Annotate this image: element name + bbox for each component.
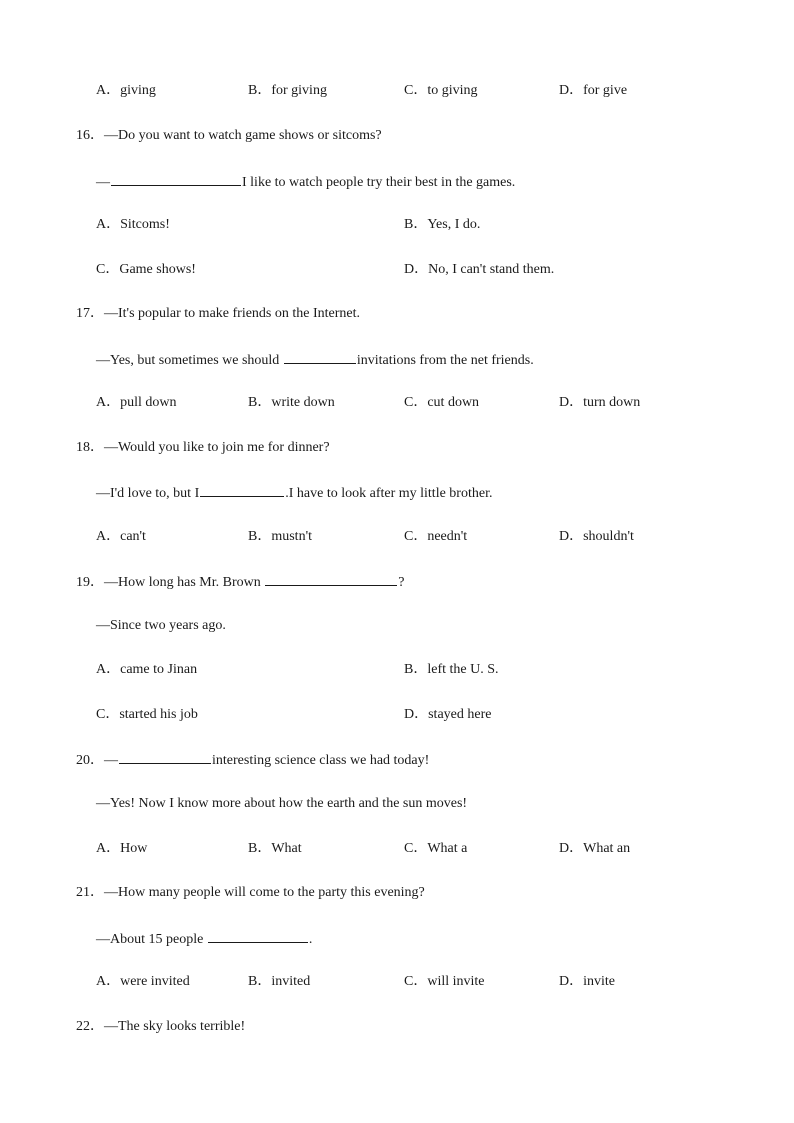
q16-option-a[interactable]: A．Sitcoms! (96, 217, 170, 232)
q22-stem: 22．—The sky looks terrible! (76, 1019, 246, 1034)
q17-option-b[interactable]: B．write down (248, 395, 335, 410)
q21-stem: 21．—How many people will come to the party this evening? (76, 885, 425, 900)
q18-reply-post: .I have to look after my little brother. (285, 486, 493, 501)
q19-answer-blank[interactable] (265, 571, 397, 586)
q17-option-d[interactable]: D．turn down (559, 395, 641, 410)
q19-option-d[interactable]: D．stayed here (404, 707, 492, 722)
q16-option-d[interactable]: D．No, I can't stand them. (404, 262, 555, 277)
q20-option-a[interactable]: A．How (96, 841, 148, 856)
q17-reply-pre: —Yes, but sometimes we should (96, 353, 283, 368)
q16-option-c[interactable]: C．Game shows! (96, 262, 196, 277)
q16-reply-post: I like to watch people try their best in the games. (242, 175, 516, 190)
q15-option-d[interactable]: D．for give (559, 83, 628, 98)
q19-option-c[interactable]: C．started his job (96, 707, 198, 722)
q20-option-d[interactable]: D．What an (559, 841, 631, 856)
q19-reply: —Since two years ago. (96, 618, 226, 633)
q19-stem-pre: 19．—How long has Mr. Brown (76, 575, 265, 590)
q17-reply (96, 349, 534, 371)
q18-option-b[interactable]: B．mustn't (248, 529, 312, 544)
q21-reply (96, 928, 312, 950)
q21-option-d[interactable]: D．invite (559, 974, 615, 989)
q15-option-a[interactable]: A．giving (96, 83, 156, 98)
q19-stem (76, 571, 404, 593)
q17-answer-blank[interactable] (284, 349, 356, 364)
q21-answer-blank[interactable] (208, 928, 308, 943)
q20-stem (76, 749, 429, 771)
q16-answer-blank[interactable] (111, 171, 241, 186)
q16-reply-pre: — (96, 175, 110, 190)
q17-stem: 17．—It's popular to make friends on the Internet. (76, 306, 361, 321)
q17-reply-post: invitations from the net friends. (356, 353, 534, 368)
q19-option-a[interactable]: A．came to Jinan (96, 662, 198, 677)
q18-reply-pre: —I'd love to, but I (96, 486, 200, 501)
q18-stem: 18．—Would you like to join me for dinner? (76, 440, 330, 455)
q21-option-c[interactable]: C．will invite (404, 974, 485, 989)
q20-option-c[interactable]: C．What a (404, 841, 468, 856)
q21-reply-post: . (308, 932, 313, 947)
q16-stem: 16．—Do you want to watch game shows or sitcoms? (76, 128, 382, 143)
q17-option-a[interactable]: A．pull down (96, 395, 177, 410)
q19-stem-post: ? (398, 575, 405, 590)
q20-reply: —Yes! Now I know more about how the earth and the sun moves! (96, 796, 468, 811)
q16-reply (96, 171, 515, 193)
q18-reply (96, 482, 492, 504)
q16-option-b[interactable]: B．Yes, I do. (404, 217, 481, 232)
q18-option-d[interactable]: D．shouldn't (559, 529, 634, 544)
q18-option-c[interactable]: C．needn't (404, 529, 468, 544)
q20-answer-blank[interactable] (119, 749, 211, 764)
q15-option-c[interactable]: C．to giving (404, 83, 478, 98)
q20-stem-pre: 20．— (76, 753, 118, 768)
q19-option-b[interactable]: B．left the U. S. (404, 662, 499, 677)
q20-stem-post: interesting science class we had today! (212, 753, 430, 768)
q18-answer-blank[interactable] (200, 482, 284, 497)
q18-option-a[interactable]: A．can't (96, 529, 146, 544)
q20-option-b[interactable]: B．What (248, 841, 302, 856)
q21-reply-pre: —About 15 people (96, 932, 207, 947)
q21-option-a[interactable]: A．were invited (96, 974, 190, 989)
q21-option-b[interactable]: B．invited (248, 974, 311, 989)
q17-option-c[interactable]: C．cut down (404, 395, 480, 410)
q15-option-b[interactable]: B．for giving (248, 83, 327, 98)
